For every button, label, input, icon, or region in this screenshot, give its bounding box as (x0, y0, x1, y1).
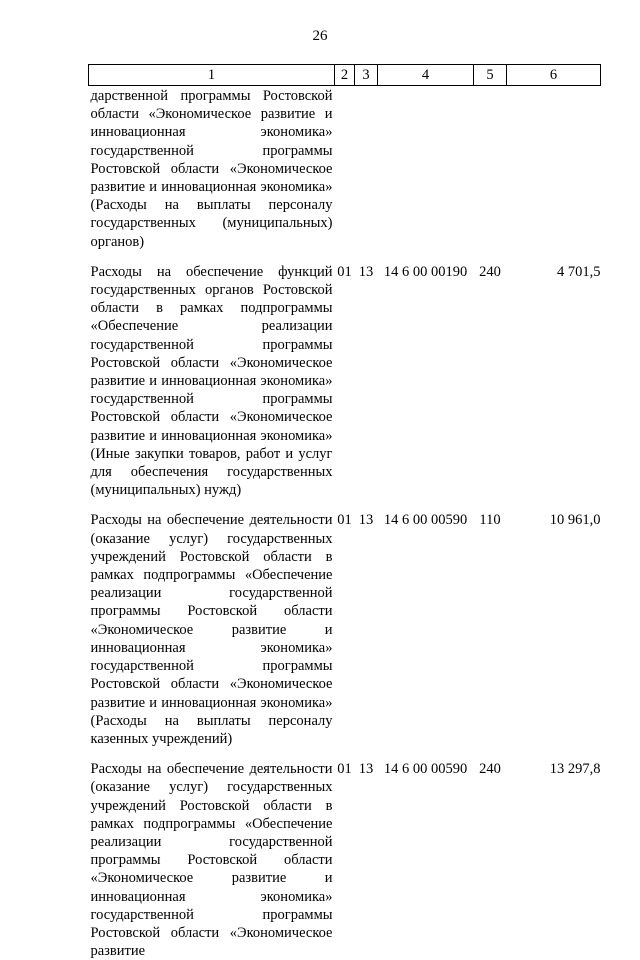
row-amount: 10 961,0 (507, 511, 601, 760)
row-section: 01 (335, 263, 355, 512)
row-amount: 13 297,8 (507, 760, 601, 960)
row-description: Расходы на обеспечение деятельности (оказание услуг) государственных учреждений Ростовской области в рамках подпрограммы «Обеспечение реализации государственной программы Ростовской области «Экономическое развитие и инновационная экономика» государственной программы Ростовской области «Экономическое развитие и инновационная экономика» (Расходы на выплаты персоналу казенных учреждений) (89, 511, 335, 760)
row-description: дарственной программы Ростовской области «Экономическое развитие и инновационная экономика» государственной программы Ростовской области «Экономическое развитие и инновационная экономика» (Расходы на выплаты персоналу государственных (муниципальных) органов) (89, 86, 335, 263)
table-row (89, 511, 601, 760)
table-row (89, 263, 601, 512)
row-section (335, 86, 355, 263)
header-col-2: 2 (335, 65, 355, 86)
table-header (89, 65, 601, 86)
row-expense-type: 240 (474, 760, 507, 960)
row-subsection: 13 (355, 263, 378, 512)
header-col-3: 3 (355, 65, 378, 86)
row-target-article: 14 6 00 00190 (378, 263, 474, 512)
header-col-4: 4 (378, 65, 474, 86)
row-expense-type: 240 (474, 263, 507, 512)
row-subsection: 13 (355, 511, 378, 760)
row-subsection: 13 (355, 760, 378, 960)
row-amount (507, 86, 601, 263)
header-row (89, 65, 601, 86)
row-target-article: 14 6 00 00590 (378, 511, 474, 760)
row-section: 01 (335, 760, 355, 960)
page-number: 26 (0, 28, 640, 45)
header-col-6: 6 (507, 65, 601, 86)
header-col-5: 5 (474, 65, 507, 86)
row-description: Расходы на обеспечение функций государственных органов Ростовской области в рамках подпрограммы «Обеспечение реализации государственной программы Ростовской области «Экономическое развитие и инновационная экономика» государственной программы Ростовской области «Экономическое развитие и инновационная экономика» (Иные закупки товаров, работ и услуг для обеспечения государственных (муниципальных) нужд) (89, 263, 335, 512)
row-target-article: 14 6 00 00590 (378, 760, 474, 960)
header-col-1: 1 (89, 65, 335, 86)
budget-table (88, 64, 601, 960)
row-expense-type (474, 86, 507, 263)
row-expense-type: 110 (474, 511, 507, 760)
table-row (89, 86, 601, 263)
table-row (89, 760, 601, 960)
row-subsection (355, 86, 378, 263)
row-description: Расходы на обеспечение деятельности (оказание услуг) государственных учреждений Ростовской области в рамках подпрограммы «Обеспечение реализации государственной программы Ростовской области «Экономическое развитие и инновационная экономика» государственной программы Ростовской области «Экономическое развитие (89, 760, 335, 960)
row-section: 01 (335, 511, 355, 760)
row-target-article (378, 86, 474, 263)
row-amount: 4 701,5 (507, 263, 601, 512)
table-body (89, 86, 601, 960)
